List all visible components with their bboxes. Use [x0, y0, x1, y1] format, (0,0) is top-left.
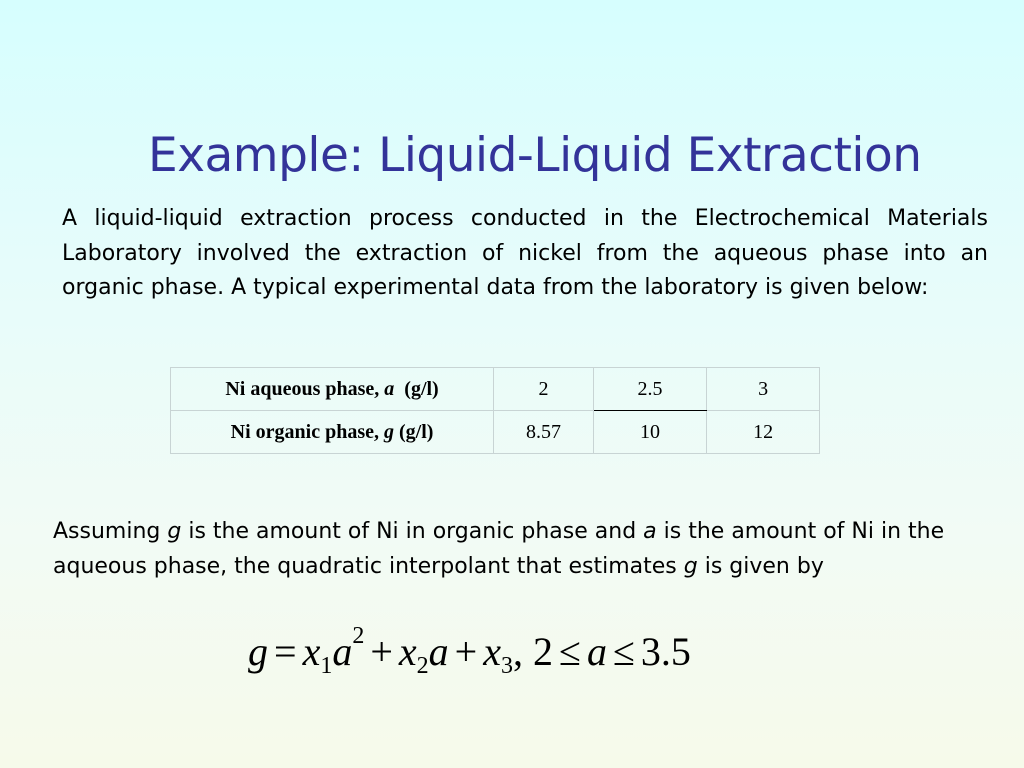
intro-paragraph: A liquid-liquid extraction process conducted in the Electrochemical Materials Laboratory involved the extraction of nickel from the aqueous phase into an organic phase. A typical experimental data from the laboratory is given below: [62, 206, 988, 300]
eq-lhs: g [248, 629, 268, 674]
eq-sup2: 2 [352, 623, 365, 649]
eq-sub2: 2 [416, 653, 429, 679]
eq-equals: = [274, 629, 297, 674]
table-row-organic [171, 411, 820, 454]
table-cell: 12 [707, 411, 820, 454]
row-label-var: a [384, 377, 395, 400]
para-var-g: g [167, 519, 182, 544]
eq-le: ≤ [612, 629, 635, 674]
table-cell: 10 [593, 411, 706, 454]
row-label-aqueous [171, 368, 494, 411]
para-var-g: g [683, 553, 698, 579]
row-label-unit: (g/l) [398, 420, 434, 443]
data-table [170, 367, 820, 454]
table-row-aqueous [171, 368, 820, 411]
para-var-a: a [643, 519, 657, 544]
eq-plus: + [370, 629, 393, 674]
table-cell: 3 [707, 368, 820, 411]
eq-sub3: 3 [500, 653, 513, 679]
table-cell: 2 [494, 368, 594, 411]
eq-a: a [428, 629, 449, 674]
slide-title: Example: Liquid-Liquid Extraction [148, 128, 922, 183]
row-label-text: Ni aqueous phase, [225, 377, 385, 400]
eq-le: ≤ [558, 629, 581, 674]
eq-x1: x [302, 629, 321, 674]
eq-a: a [332, 629, 353, 674]
eq-x2: x [398, 629, 417, 674]
row-label-var: g [383, 420, 394, 443]
row-label-unit: (g/l) [404, 377, 439, 400]
eq-comma: , [512, 629, 523, 674]
row-label-text: Ni organic phase, [230, 420, 384, 443]
table-cell: 8.57 [494, 411, 594, 454]
row-label-organic [171, 411, 494, 454]
assumption-paragraph [53, 515, 983, 584]
eq-plus: + [454, 629, 478, 674]
para-text: is the amount of Ni in organic phase and [181, 519, 644, 544]
para-text: is the amount of Ni in the aqueous phase, the quadratic interpolant that estimates [53, 519, 945, 579]
eq-lower: 2 [532, 629, 553, 674]
eq-upper: 3.5 [640, 629, 691, 674]
eq-sub1: 1 [320, 653, 333, 679]
quadratic-equation [248, 623, 691, 679]
table-cell: 2.5 [593, 368, 706, 411]
eq-x3: x [483, 629, 501, 674]
para-text: is given by [697, 553, 824, 579]
para-text: Assuming [53, 519, 168, 544]
eq-a: a [586, 629, 607, 674]
